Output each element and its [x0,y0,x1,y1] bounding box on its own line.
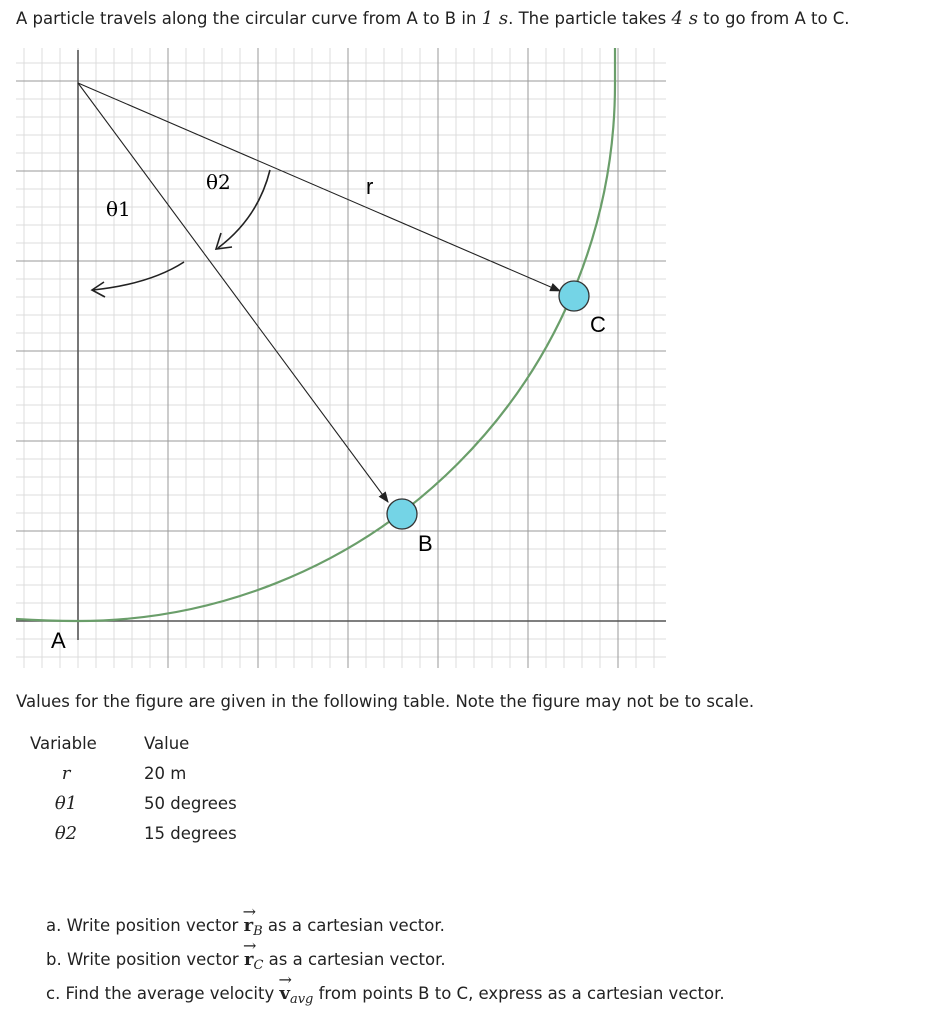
circular-path-figure [0,40,680,680]
position-vector-to-b [78,83,388,502]
label-c: C [590,312,606,337]
circular-curve [16,48,615,621]
header-value: Value [144,733,190,753]
vector-subscript: B [253,924,263,939]
vector-subscript: C [253,958,264,973]
vector-v-symbol: → v [279,978,289,1010]
vector-r-symbol: → r [244,944,253,976]
grid-minor-lines [16,48,666,668]
label-r: r [366,174,374,199]
header-variable: Variable [30,733,97,753]
question-c-text: c. Find the average velocity [46,984,280,1003]
variable-value: 15 degrees [144,823,237,843]
time-a-to-c: 4 s [671,8,698,29]
problem-statement [16,6,936,32]
label-theta1: θ1 [106,197,131,221]
vector-subscript: avg [289,992,314,1007]
table-row [30,788,237,818]
vector-r-symbol: → r [244,910,253,942]
question-a [46,910,725,944]
variable-symbol: θ2 [54,822,78,844]
label-theta2: θ2 [206,170,231,194]
theta1-arrow [93,262,184,290]
theta2-arrowhead [216,233,232,249]
label-b: B [418,531,433,556]
problem-text-1: A particle travels along the circular curve from A to B in [16,9,482,28]
variable-symbol: θ1 [54,792,78,814]
time-a-to-b: 1 s [481,8,509,29]
problem-text-3: to go from A to C. [697,9,850,28]
variable-symbol: r [61,762,71,784]
table-row [30,818,237,848]
question-b-text: b. Write position vector [46,950,244,969]
variable-value: 20 m [144,763,187,783]
problem-text-2: . The particle takes [508,9,672,28]
question-c-text-end: from points B to C, express as a cartesian vector. [313,984,725,1003]
label-a: A [51,628,66,653]
question-b-text-end: as a cartesian vector. [263,950,446,969]
table-header-row [30,728,237,758]
variable-value: 50 degrees [144,793,237,813]
particle-b [387,499,417,529]
question-b [46,944,725,978]
table-row [30,758,237,788]
particle-c [559,281,589,311]
question-a-text: a. Write position vector [46,916,244,935]
figure-caption: Values for the figure are given in the following table. Note the figure may not be to scale. [16,692,755,711]
values-table [30,728,237,848]
question-c [46,978,725,1012]
question-list [46,910,725,1012]
question-a-text-end: as a cartesian vector. [262,916,445,935]
